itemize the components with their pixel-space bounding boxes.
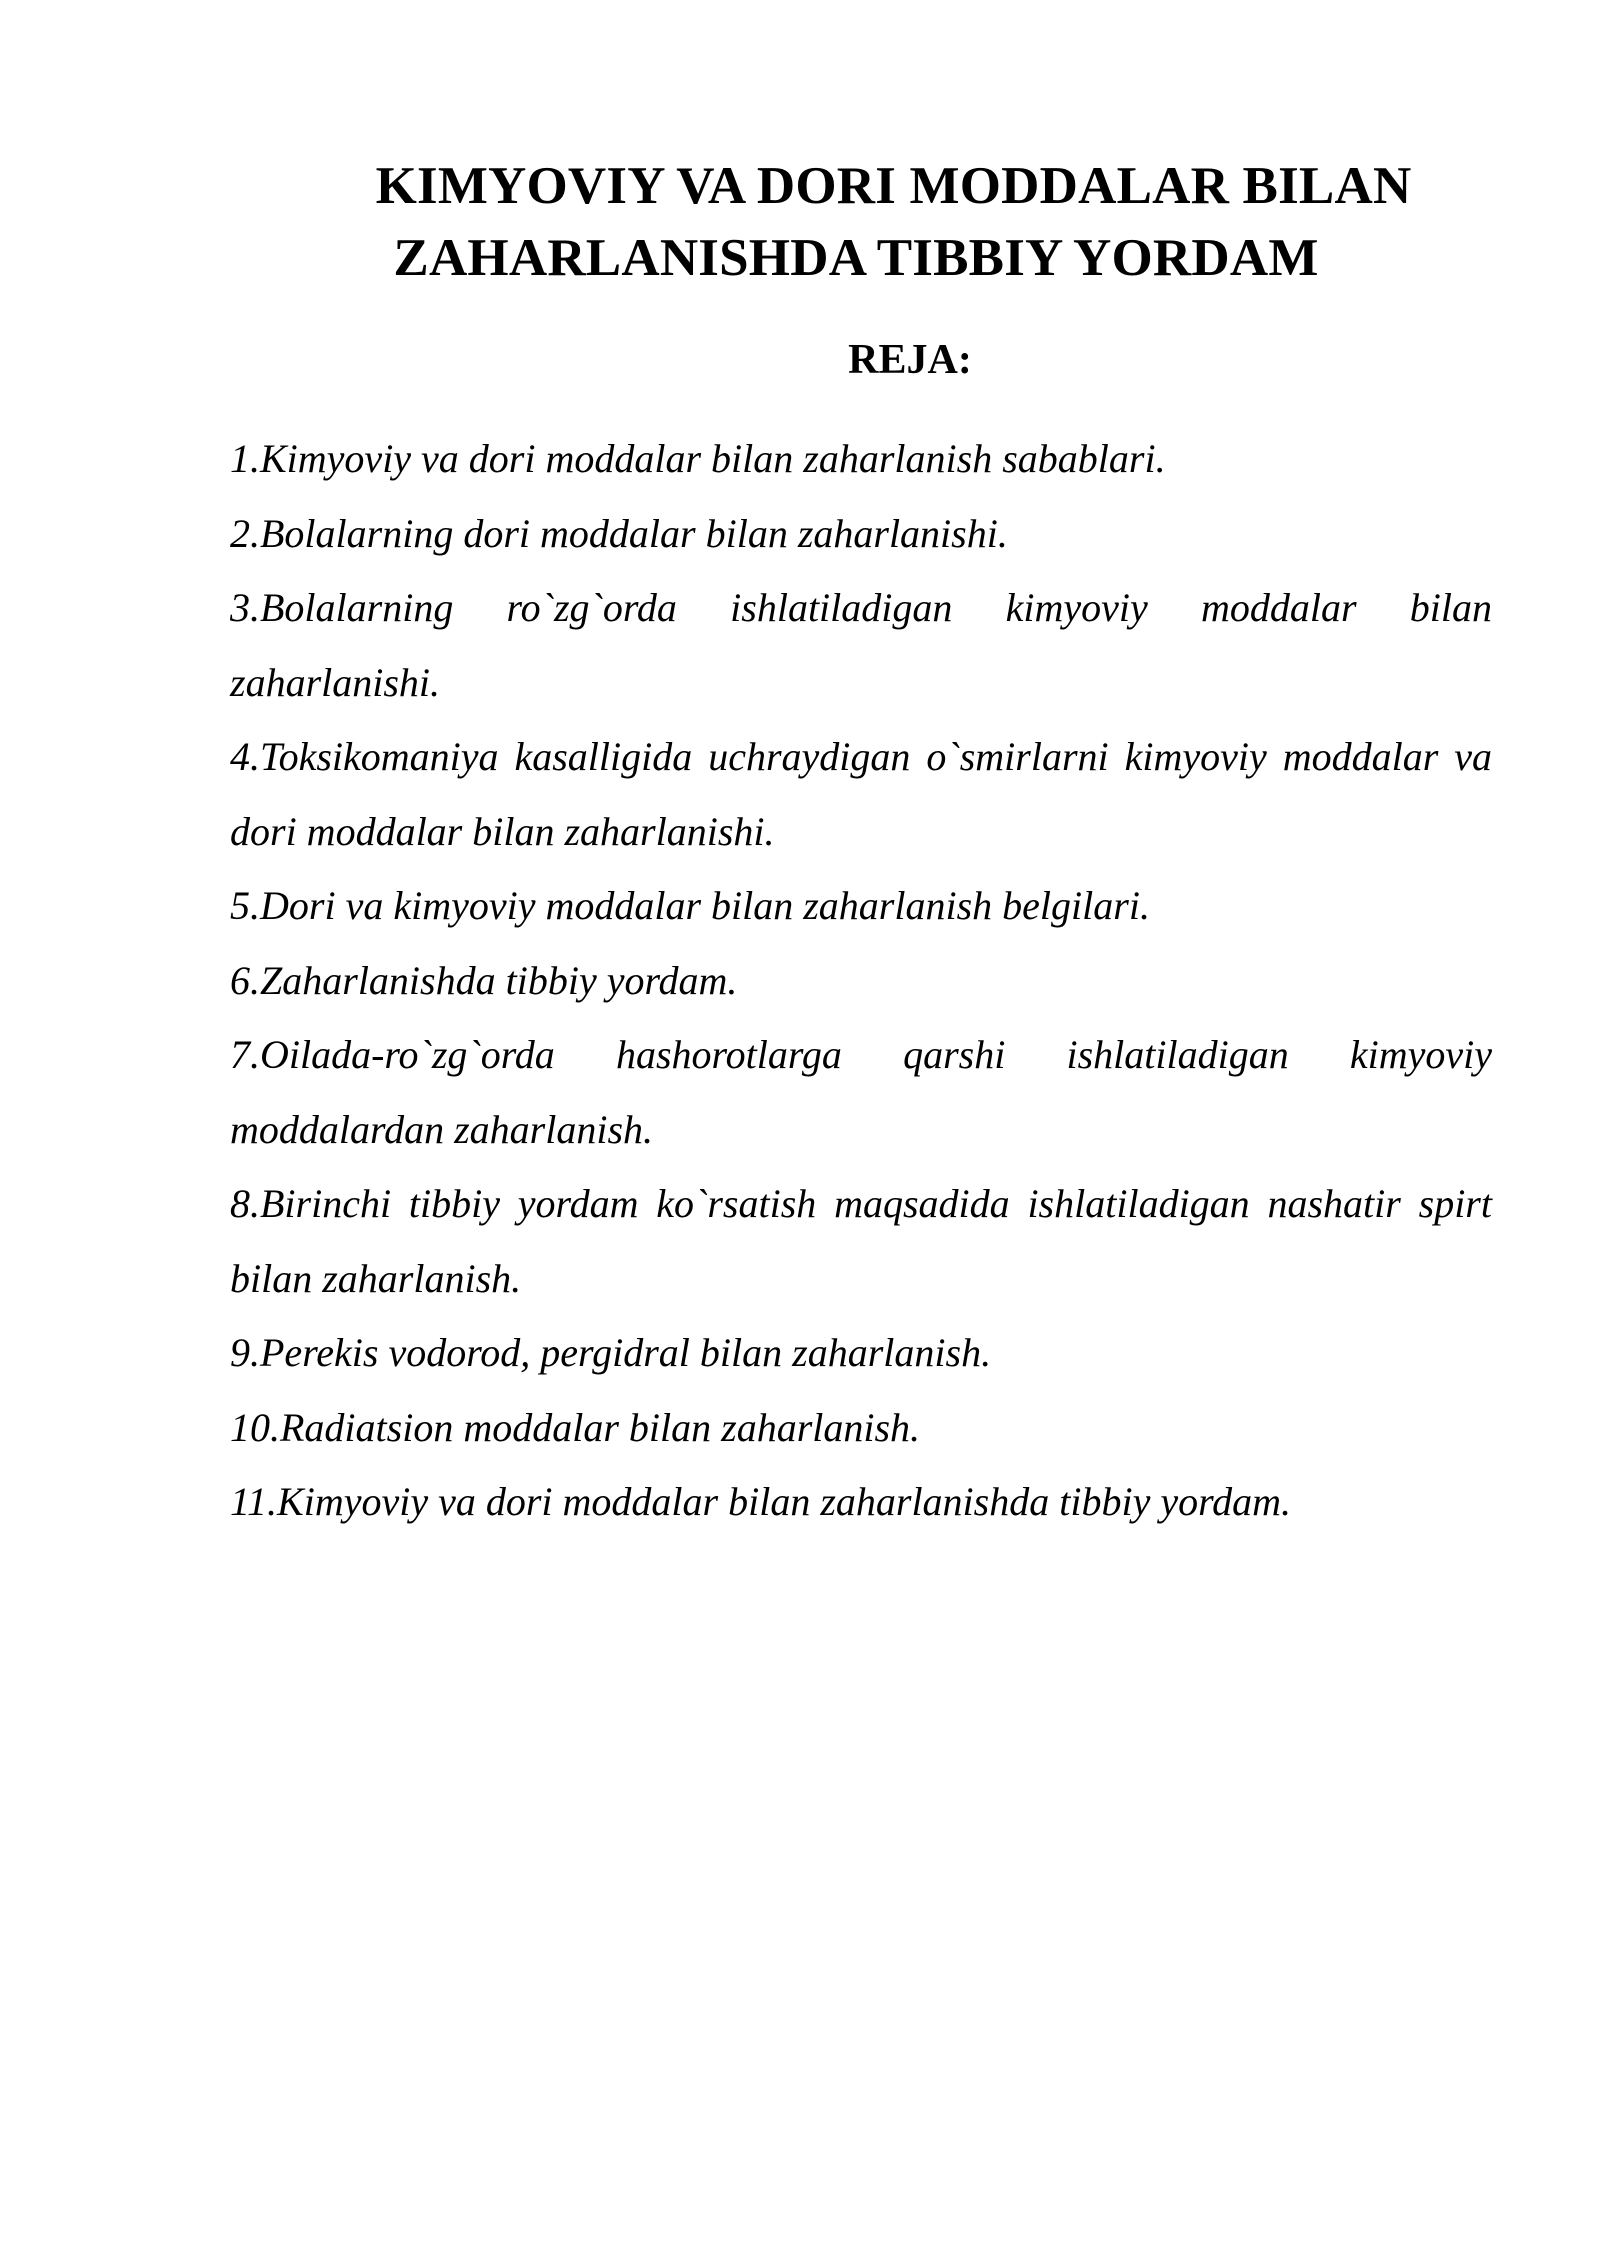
plan-item-11: 11.Kimyoviy va dori moddalar bilan zaharlanishda tibbiy yordam. [230, 1479, 1292, 1524]
plan-list [230, 422, 1492, 1540]
plan-item-6: 6.Zaharlanishda tibbiy yordam. [230, 957, 738, 1003]
plan-item-9: 9.Perekis vodorod, pergidral bilan zaharlanish. [230, 1330, 992, 1375]
plan-item-4: 4.Toksikomaniya kasalligida uchraydigan o`smirlarni kimyoviy moddalar va dori moddalar bilan zaharlanishi. [230, 734, 1492, 854]
title-line-2: ZAHARLANISHDA TIBBIY YORDAM [393, 229, 1319, 287]
document-title [180, 150, 1600, 294]
plan-item-8: 8.Birinchi tibbiy yordam ko`rsatish maqsadida ishlatiladigan nashatir spirt bilan zaharlanish. [230, 1181, 1492, 1301]
plan-item-3: 3.Bolalarning ro`zg`orda ishlatiladigan kimyoviy moddalar bilan zaharlanishi. [230, 585, 1492, 705]
plan-heading: REJA: [848, 337, 972, 383]
plan-item-7: 7.Oilada-ro`zg`orda hashorotlarga qarshi ishlatiladigan kimyoviy moddalardan zaharlanish. [230, 1032, 1492, 1152]
plan-item-10: 10.Radiatsion moddalar bilan zaharlanish. [230, 1404, 921, 1450]
plan-item-5: 5.Dori va kimyoviy moddalar bilan zaharlanish belgilari. [230, 883, 1150, 928]
title-line-1: KIMYOVIY VA DORI MODDALAR BILAN [375, 157, 1412, 215]
plan-item-1: 1.Kimyoviy va dori moddalar bilan zaharlanish sabablari. [230, 436, 1166, 481]
plan-item-2: 2.Bolalarning dori moddalar bilan zaharlanishi. [230, 510, 1008, 556]
